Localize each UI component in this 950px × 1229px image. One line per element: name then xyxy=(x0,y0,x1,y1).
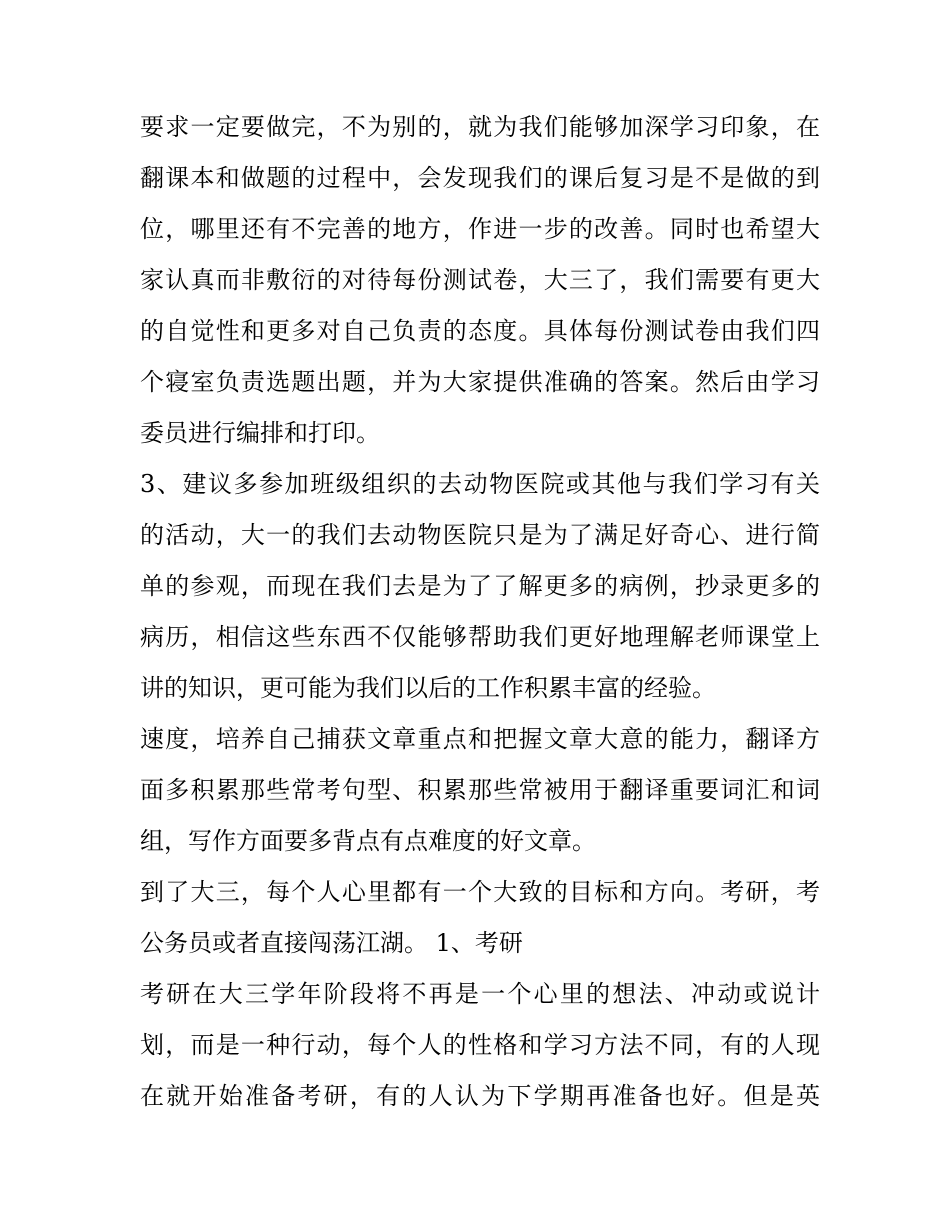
text-line: 要求一定要做完，不为别的，就为我们能够加深学习印象，在 xyxy=(140,113,820,141)
text-line: 病历，相信这些东西不仅能够帮助我们更好地理解老师课堂上 xyxy=(140,623,820,651)
text-line: 讲的知识，更可能为我们以后的工作积累丰富的经验。 xyxy=(140,674,716,702)
text-line: 的活动，大一的我们去动物医院只是为了满足好奇心、进行简 xyxy=(140,521,820,549)
text-line: 面多积累那些常考句型、积累那些常被用于翻译重要词汇和词 xyxy=(140,776,820,804)
text-line: 到了大三，每个人心里都有一个大致的目标和方向。考研，考 xyxy=(140,878,820,906)
text-line: 3、建议多参加班级组织的去动物医院或其他与我们学习有关 xyxy=(140,470,820,498)
body-text xyxy=(140,102,820,1122)
text-line: 单的参观，而现在我们去是为了了解更多的病例，抄录更多的 xyxy=(140,572,820,600)
text-line: 公务员或者直接闯荡江湖。 1、考研 xyxy=(140,929,523,957)
text-line: 划，而是一种行动，每个人的性格和学习方法不同，有的人现 xyxy=(140,1031,820,1059)
text-line: 考研在大三学年阶段将不再是一个心里的想法、冲动或说计 xyxy=(140,980,820,1008)
text-line: 家认真而非敷衍的对待每份测试卷，大三了，我们需要有更大 xyxy=(140,266,820,294)
text-line: 速度，培养自己捕获文章重点和把握文章大意的能力，翻译方 xyxy=(140,725,820,753)
text-line: 个寝室负责选题出题，并为大家提供准确的答案。然后由学习 xyxy=(140,368,820,396)
text-line: 在就开始准备考研，有的人认为下学期再准备也好。但是英 xyxy=(140,1082,820,1110)
text-line: 组，写作方面要多背点有点难度的好文章。 xyxy=(140,827,596,855)
text-line: 的自觉性和更多对自己负责的态度。具体每份测试卷由我们四 xyxy=(140,317,820,345)
text-line: 位，哪里还有不完善的地方，作进一步的改善。同时也希望大 xyxy=(140,215,820,243)
text-line: 翻课本和做题的过程中，会发现我们的课后复习是不是做的到 xyxy=(140,164,820,192)
text-line: 委员进行编排和打印。 xyxy=(140,419,380,447)
